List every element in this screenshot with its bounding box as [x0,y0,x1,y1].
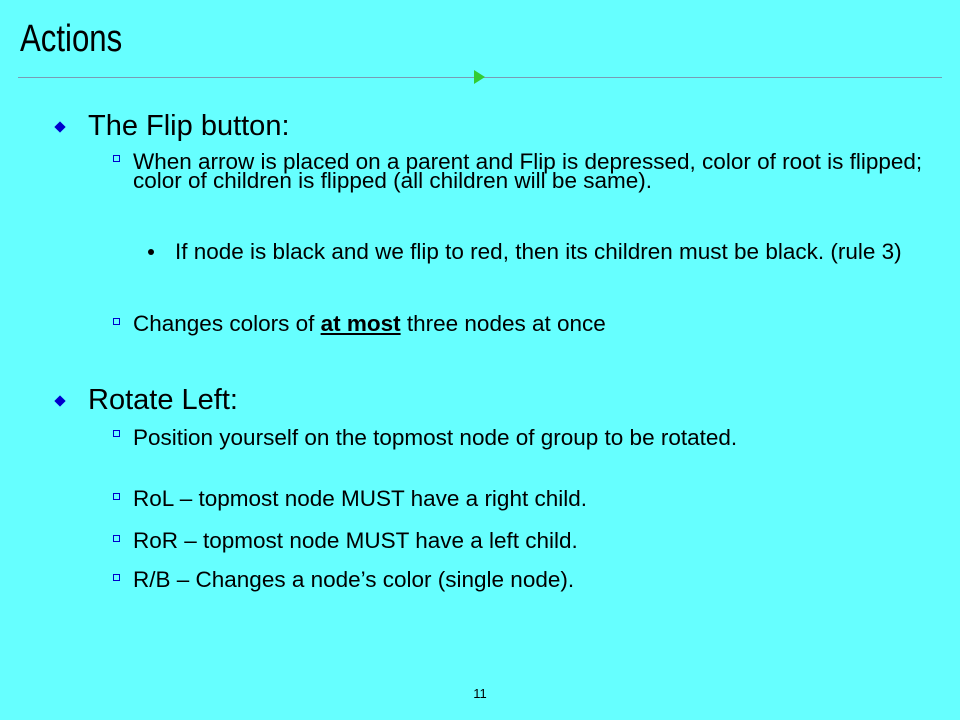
flip-item-2-pre: Changes colors of [133,311,321,336]
triangle-arrow-icon [474,70,485,84]
dot-bullet-icon [148,249,154,255]
rotate-item-4: R/B – Changes a node’s color (single node). [133,567,575,592]
diamond-bullet-icon [54,121,65,132]
square-bullet-icon [113,535,120,542]
flip-item-1: When arrow is placed on a parent and Flip is depressed, color of root is flipped; color of children is flipped (all children will be same). [133,149,923,193]
rotate-item-1: Position yourself on the topmost node of group to be rotated. [133,425,738,450]
rotate-item-2: RoL – topmost node MUST have a right child. [133,486,587,511]
square-bullet-icon [113,155,120,162]
square-bullet-icon [113,430,120,437]
flip-heading: The Flip button: [88,110,290,142]
flip-item-2-emphasis: at most [320,311,401,336]
flip-subitem-1: If node is black and we flip to red, then its children must be black. (rule 3) [175,239,902,264]
slide-title: Actions [20,18,123,60]
flip-item-2 [133,311,606,336]
flip-item-2-post: three nodes at once [400,311,606,336]
rotate-item-3: RoR – topmost node MUST have a left child. [133,528,578,553]
page-number: 11 [473,686,487,701]
square-bullet-icon [113,318,120,325]
rotate-heading: Rotate Left: [88,384,238,416]
square-bullet-icon [113,574,120,581]
diamond-bullet-icon [54,395,65,406]
square-bullet-icon [113,493,120,500]
